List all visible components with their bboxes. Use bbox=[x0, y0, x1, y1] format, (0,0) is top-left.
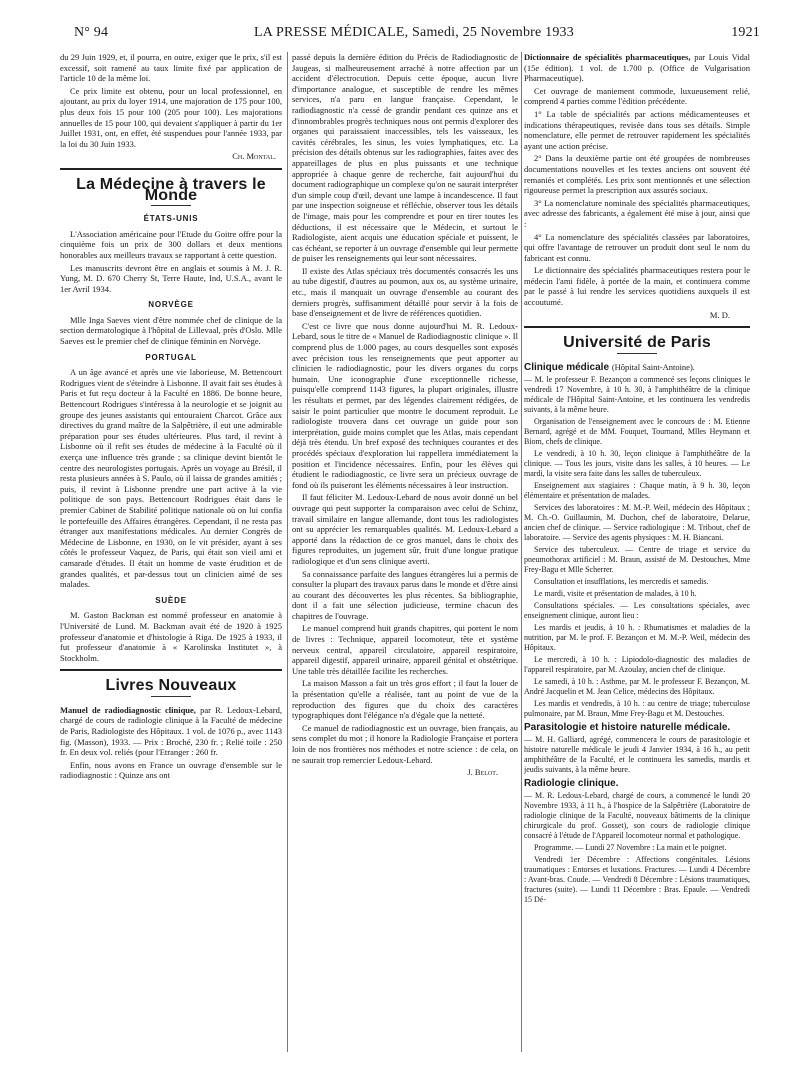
paragraph: Le manuel comprend huit grands chapitres, qui portent le nom de livres : Technique, appareil locomoteur, tête et système nerveux central, appareil circulatoire, appareil respiratoire, appareil digestif, appareil urinaire, appareil génital et obstétrique. Une table très détaillée facilite les recherches. bbox=[292, 623, 518, 676]
paragraph: Le samedi, à 10 h. : Asthme, par M. le professeur F. Bezançon, M. André Jacquelin et M. Jean Celice, médecins des Hôpitaux. bbox=[524, 676, 750, 696]
paragraph: La maison Masson a fait un très gros effort ; il faut la louer de la présentation qu'elle a réalisée, tant au point de vue de la reproduction des figures que du choix des caractères typographiques dont l'élégance n'a d'égale que la netteté. bbox=[292, 678, 518, 721]
section-title: Université de Paris bbox=[563, 334, 711, 352]
paragraph: Ce prix limite est obtenu, pour un local professionnel, en ajoutant, au prix du loyer 1914, une majoration de 175 pour 100, plus deux fois 15 pour 100 (205 pour 100). Les majorations annuelles de 15 pour 100, qui devaient s'appliquer à partir du 1er Juillet 1931, ont, en effet, été suspendues pour l'année 1933, par la loi du 30 Juin 1933. bbox=[60, 85, 282, 149]
paragraph: Services des laboratoires : M. M.-P. Weil, médecin des Hôpitaux ; M. Ch.-O. Guillaumin, M. Duchon, chef de laboratoire, Delarue, ancien chef de clinique. — Service radiologique : M. Tribout, chef de laboratoire. — Service des agents physiques : M. H. Biancani. bbox=[524, 502, 750, 542]
author-signature: Ch. Montal. bbox=[232, 151, 276, 162]
course-title: Clinique médicale bbox=[524, 361, 610, 373]
journal-title: LA PRESSE MÉDICALE, Samedi, 25 Novembre 1933 bbox=[254, 25, 574, 40]
paragraph: Cet ouvrage de maniement commode, luxueusement relié, comprend 4 parties comme l'édition précédente. bbox=[524, 85, 750, 107]
paragraph: Les mardis et jeudis, à 10 h. : Rhumatismes et maladies de la nutrition, par M. le prof. F. Bezançon et M. M.-P. Weil, médecin des Hôpitaux. bbox=[524, 622, 750, 652]
paragraph: Mlle Inga Saeves vient d'être nommée chef de clinique de la section dermatologique à l'hôpital de Lillevaal, près d'Oslo. Mlle Saeves est le premier chef de clinique féminin en Norvège. bbox=[60, 314, 282, 347]
paragraph: Il faut féliciter M. Ledoux-Lebard de nous avoir donné un bel ouvrage qui peut supporter la comparaison avec celui de Schinz, travail similaire en langue allemande, dont tous les radiologistes ont su apprécier les remarquables qualités. M. Ledoux-Lebard a apporté dans la rédaction de ce gros manuel, dans le choix des figures reproduites, un jugement sûr, fruit d'une longue pratique radiologique et d'un sens clinique averti. bbox=[292, 492, 518, 566]
book-title: Manuel de radiodiagnostic clinique, bbox=[60, 704, 196, 715]
paragraph: Les manuscrits devront être en anglais et soumis à M. J. R. Yung, M. D. 670 Cherry St, Terre Haute, Ind, U.S.A., avant le 1er Avril 1934. bbox=[60, 262, 282, 294]
paragraph: 4° La nomenclature des spécialités classées par laboratoires, qui offre l'avantage de retrouver un produit dont seul le nom du fabricant est connu. bbox=[524, 231, 750, 263]
paragraph: Enseignement aux stagiaires : Chaque matin, à 9 h. 30, leçon élémentaire et présentation de malades. bbox=[524, 480, 750, 500]
paragraph: — M. le professeur F. Bezançon a commencé ses leçons cliniques le vendredi 17 Novembre, à 10 h. 30, à l'amphithéâtre de la clinique médicale de l'Hôpital Saint-Antoine, et les continuera les vendredis suivants, à la même heure. bbox=[524, 374, 750, 414]
country-heading: PORTUGAL bbox=[145, 352, 197, 362]
paragraph: Il existe des Atlas spéciaux très documentés consacrés les uns au tube digestif, d'autres au poumon, aux os, au système urinaire, etc., mais il manquait un ouvrage d'ensemble au courant des derniers progrès, suffisamment détaillé pour servir à la fois de base d'enseignement et de livre de références quotidien. bbox=[292, 265, 518, 319]
paragraph: Organisation de l'enseignement avec le concours de : M. Etienne Bernard, agrégé et de MM. Fouquet, Tournand, Mlles Heymann et Biom, chefs de clinique. bbox=[524, 416, 750, 446]
country-heading: NORVÈGE bbox=[148, 300, 194, 310]
book-details: par Louis Vidal (15e édition). 1 vol. de 1.700 p. (Office de Vulgarisation Pharmaceutique). bbox=[524, 52, 750, 84]
author-signature: J. Belot. bbox=[467, 767, 498, 778]
column-divider bbox=[521, 52, 522, 1052]
page-header bbox=[68, 25, 760, 43]
course-heading bbox=[524, 362, 750, 373]
course-title: Parasitologie et histoire naturelle médicale. bbox=[524, 721, 731, 733]
paragraph: Programme. — Lundi 27 Novembre : La main et le poignet. bbox=[534, 842, 727, 852]
paragraph: Consultations spéciales. — Les consultations spéciales, avec enseignement clinique, auront lieu : bbox=[524, 600, 750, 620]
paragraph: Vendredi 1er Décembre : Affections congénitales. Lésions traumatiques : Entorses et luxations. Fractures. — Lundi 4 Décembre : Avant-bras. Coude. — Vendredi 8 Décembre : Lésions traumatiques, fractures (suite). — Lundi 11 Décembre : Bras. Epaule. — Vendredi 15 Dé- bbox=[524, 854, 750, 904]
column-2 bbox=[292, 52, 518, 1072]
paragraph: M. Gaston Backman est nommé professeur en anatomie à l'Université de Lund. M. Backman avait été de 1920 à 1925 professeur d'anatomie et d'histologie à Riga. De 1925 à 1933, il fut professeur d'anatomie à « Karolinska Institutet », à Stockholm. bbox=[60, 610, 282, 663]
title-underline bbox=[151, 205, 191, 206]
paragraph: 2° Dans la deuxième partie ont été groupées de nombreuses documentations nouvelles et les textes anciens ont souvent été remaniés et complétés. Les prix sont mentionnés et une sélection rigoureuse permet la prescription aux assurés sociaux. bbox=[524, 153, 750, 196]
paragraph: Les mardis et vendredis, à 10 h. : au centre de triage; tuberculose pulmonaire, par M. Braun, Mme Frey-Bagu et M. Destouches. bbox=[524, 698, 750, 718]
title-underline bbox=[617, 353, 657, 354]
paragraph: L'Association américaine pour l'Etude du Goitre offre pour la cinquième fois un prix de 300 dollars et deux mentions honorables aux meilleurs travaux se rapportant à cette question. bbox=[60, 228, 282, 260]
paragraph: — M. H. Galliard, agrégé, commencera le cours de parasitologie et histoire naturelle médicale le jeudi 4 Janvier 1934, à 16 h., au petit amphithéâtre de la Faculté, et le continuera les samedis, mardis et jeudis suivants, à la même heure. bbox=[524, 734, 750, 774]
column-divider bbox=[287, 52, 288, 1052]
section-title: Livres Nouveaux bbox=[105, 677, 237, 695]
section-divider bbox=[60, 669, 282, 671]
paragraph: Consultation et insufflations, les mercredis et samedis. bbox=[534, 576, 709, 586]
paragraph: A un âge avancé et après une vie laborieuse, M. Bettencourt Rodrigues vient de s'éteindre à Lisbonne. Il avait fait ses études à Paris et fut reçu docteur à la Faculté en 1886. De bonne heure, Bettencourt Rodrigues s'intéressa à la neurologie et se joignit au groupe des jeunes assistants qui entouraient Charcot. Grâce aux directives du grand maître de la Salpêtrière, il eut une admirable préparation pour ses études ultérieures. Plus tard, il revint à Lisbonne où il refit ses études de médecine à la Faculté où il exerça une influence très grande ; sa clinique devint bientôt le centre des neurologistes portugais. Après un voyage au Brésil, il resta plusieurs années à S. Paulo, où il laissa de grandes amitiés ; puis, il revint à Lisbonne prendre une part active à la vie politique de son pays. Bettencourt Rodrigues était dans le premier Cabinet de Stabilité politique nationale où on lui confia le portefeuille des Affaires étrangères. Cependant, il ne resta pas étranger aux manifestations médicales. Au dernier Congrès de Médecine de Lisbonne, en 1930, on le vit présider, ayant à ses côtés le professeur Vaquez, de Paris, qui était son vieil ami et camarade d'études. Il était un homme de vaste érudition et de grandes qualités, et par-dessus tout un clinicien aimé de ses malades. bbox=[60, 367, 282, 590]
book-entry bbox=[524, 52, 750, 84]
book-entry bbox=[60, 705, 282, 758]
paragraph: Le vendredi, à 10 h. 30, leçon clinique à l'amphithéâtre de la clinique. — Tous les jours, visite dans les salles, à 10 heures. — Le mardi, la visite sera faite dans les salles de tuberculeux. bbox=[524, 448, 750, 478]
book-details: par R. Ledoux-Lebard, chargé de cours de radiologie clinique à la Faculté de médecine de Paris, Radiologiste des Hôpitaux. 1 vol. de 1076 p., avec 1143 fig. (Masson), 1933. — Prix : Broché, 230 fr. ; Relié toile : 250 fr. En deux vol. reliés (pour l'Etranger : 260 fr. bbox=[60, 704, 282, 758]
title-underline bbox=[151, 696, 191, 697]
column-3 bbox=[524, 52, 750, 1072]
paragraph: — M. R. Ledoux-Lebard, chargé de cours, a commencé le lundi 20 Novembre 1933, à 11 h., à l'hospice de la Salpêtrière (Laboratoire de radiologie clinique de la Faculté, nouveaux bâtiments de la clinique chirurgicale du prof. Gosset), son cours de radiologie clinique consacré à l'étude de l'Appareil locomoteur normal et pathologique. bbox=[524, 790, 750, 840]
paragraph: 1° La table de spécialités par actions médicamenteuses et indications thérapeutiques, revisée dans tous ses détails. Simple nomenclature, elle permet de retrouver rapidement les spécialités ayant une action précise. bbox=[524, 108, 750, 151]
issue-number: N° 94 bbox=[74, 25, 109, 40]
paragraph: C'est ce livre que nous donne aujourd'hui M. R. Ledoux-Lebard, sous le titre de « Manuel de Radiodiagnostic clinique ». Il comprend plus de 1.000 pages, au cours desquelles sont exposés avec précision tous les renseignements que peut apporter au clinicien le radiodiagnostic, pour les divers organes du corps humain. Une iconographie d'une exceptionnelle richesse, puisqu'elle comprend 1143 figures, la plupart originales, illustre les résultats et permet, par des légendes clairement rédigées, de saisir le point particulier que montre le document reproduit. Le radiologiste trouvera dans cet ouvrage un guide pour son interprétation, guide moins complet que les Atlas, mais cependant déjà très étendu. Un bref exposé des techniques courantes et des procédés spéciaux d'exploration lui rappellera immédiatement la position et l'incidence nécessaires. Enfin, pour les élèves qui étudient le radiodiagnostic, ce livre sera un précieux ouvrage de fond où ils puiseront les éléments nécessaires à leur instruction. bbox=[292, 320, 518, 490]
section-divider bbox=[60, 168, 282, 170]
paragraph: Le dictionnaire des spécialités pharmaceutiques restera pour le médecin l'ami fidèle, à portée de la main, et continuera comme par le passé à lui rendre les services quotidiens auxquels il est accoutumé. bbox=[524, 265, 750, 308]
university-notices bbox=[524, 362, 750, 905]
paragraph: Ce manuel de radiodiagnostic est un ouvrage, bien français, au sens complet du mot ; il honore la Radiologie Française et portera loin de nos frontières nos méthodes et notre science : de cela, on ne saurait trop remercier Ledoux-Lebard. bbox=[292, 722, 518, 765]
paragraph: passé depuis la dernière édition du Précis de Radiodiagnostic de Jaugeas, si malheureusement arraché à notre affection par un accident d'électrocution. Depuis cette époque, aucun livre d'importance analogue, et susceptible de rendre les mêmes services, n'a paru en langue française. Cependant, le radiodiagnostic n'a cessé de grandir pendant ces quinze ans et d'innombrables progrès techniques nous ont permis d'explorer des organes qui paraissaient inaccessibles, tels les vaisseaux, les cavités cérébrales, les sinus, les voies lymphatiques, etc. La précision des détails obtenus sur les radiographies, faites avec des appareillages de plus en plus puissants et une technique appropriée à chaque genre de recherche, fait aujourd'hui du document radiographique un complexe qu'on ne saurait interpréter d'un simple coup d'œil, devant une lampe à incandescence. Il faut par une inspection soigneuse et réfléchie, observer tous les détails de l'image, mais pour les comprendre et pour en tirer toutes les déductions, il est nécessaire que le Médecin, et surtout le Radiologiste, aient acquis une éducation spéciale et puissent, le cas échéant, se reporter à un ouvrage d'ensemble qui leur permette de puiser les renseignements qui leur sont nécessaires. bbox=[292, 52, 518, 264]
paragraph: Sa connaissance parfaite des langues étrangères lui a permis de consulter la plupart des travaux parus dans le monde et d'être ainsi au courant des découvertes les plus récentes. Sa bibliographie, dont il a fait une sélection judicieuse, termine chacun des chapitres de l'ouvrage. bbox=[292, 568, 518, 621]
column-1 bbox=[60, 52, 282, 1072]
paragraph: Service des tuberculeux. — Centre de triage et service du pneumothorax artificiel : M. Braun, assisté de M. Destouches, Mme Frey-Bagu et Mlle Scherrer. bbox=[524, 544, 750, 574]
paragraph: Enfin, nous avons en France un ouvrage d'ensemble sur le radiodiagnostic : Quinze ans ont bbox=[60, 759, 282, 781]
author-signature: M. D. bbox=[709, 309, 730, 320]
course-location: (Hôpital Saint-Antoine). bbox=[611, 361, 695, 372]
paragraph: Le mardi, visite et présentation de malades, à 10 h. bbox=[534, 588, 697, 598]
country-heading: ÉTATS-UNIS bbox=[143, 214, 199, 224]
paragraph: Le mercredi, à 10 h. : Lipiodolo-diagnostic des maladies de l'appareil respiratoire, par M. Azoulay, ancien chef de clinique. bbox=[524, 654, 750, 674]
page-number: 1921 bbox=[731, 25, 760, 40]
section-divider bbox=[524, 326, 750, 328]
course-title: Radiologie clinique. bbox=[524, 777, 619, 789]
section-title: La Médecine à travers le Monde bbox=[76, 175, 266, 204]
paragraph: 3° La nomenclature nominale des spécialités pharmaceutiques, avec adresse des fabricants, a également été mise à jour, ainsi que : bbox=[524, 197, 750, 229]
paragraph: du 29 Juin 1929, et, il pourra, en outre, exiger que le prix, s'il est excessif, soit ramené au taux limite fixé par application de l'article 10 de la même loi. bbox=[60, 52, 282, 84]
book-title: Dictionnaire de spécialités pharmaceutiques, bbox=[524, 52, 691, 62]
country-heading: SUÈDE bbox=[155, 595, 187, 605]
